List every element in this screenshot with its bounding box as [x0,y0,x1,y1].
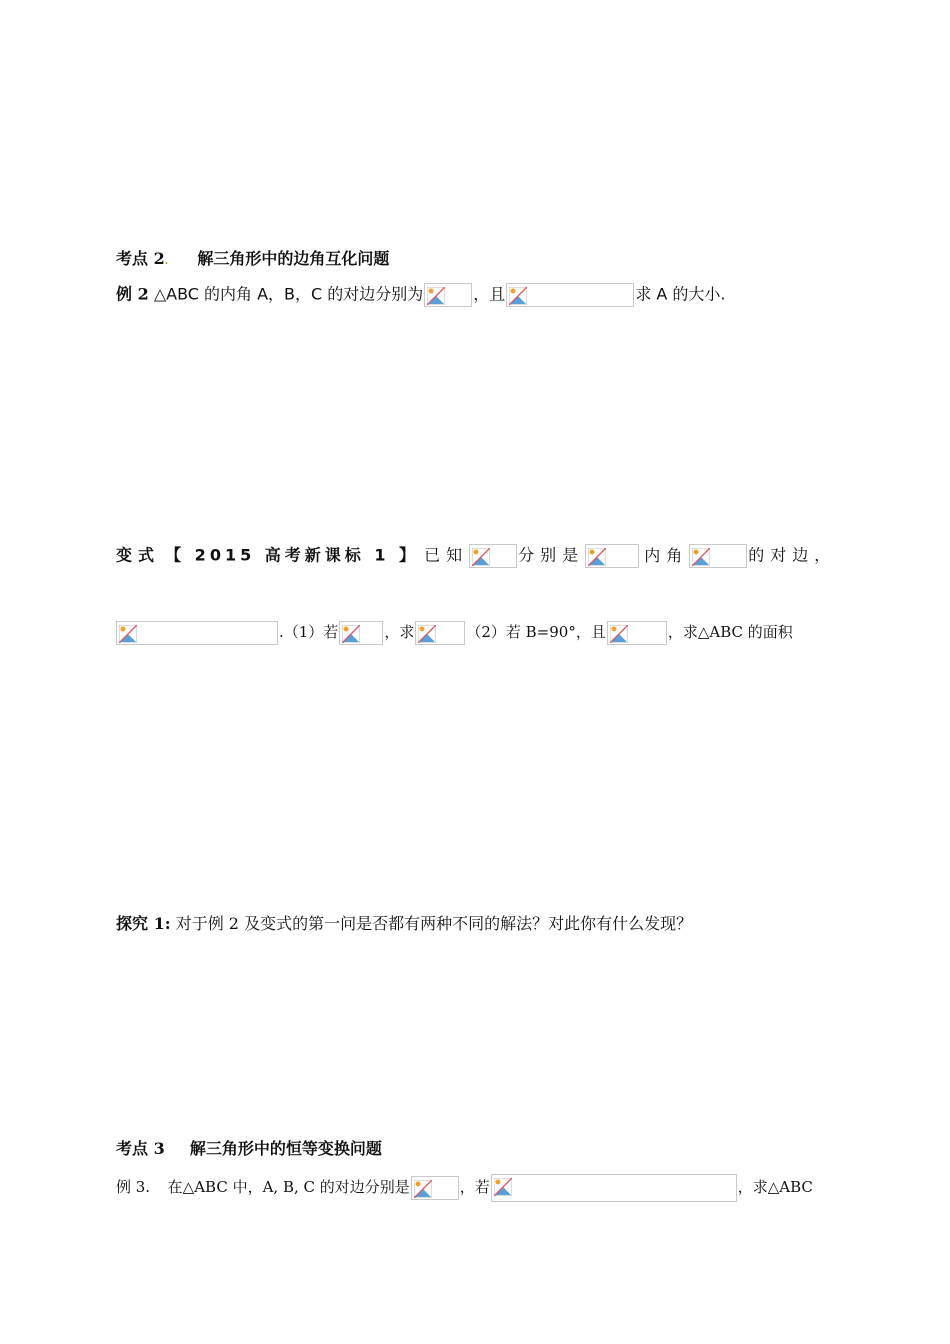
broken-image-icon [418,625,436,643]
broken-image-icon [494,1178,512,1196]
example-text: ，若 [459,1178,490,1196]
section-title: 解三角形中的边角互化问题 [197,249,390,268]
broken-image-icon [692,548,710,566]
example-label: 例 2 [116,284,149,304]
variant-label: 变式 [116,545,161,565]
broken-image-icon [119,625,137,643]
example-text: ，且 [473,284,506,304]
variant-line-2 [116,621,793,645]
variant-text: .（1）若 [279,623,339,641]
section-label: 考点 2 [116,249,165,268]
example-text: ，求△ABC [737,1178,813,1196]
section-heading-3 [116,1138,382,1160]
broken-image-icon [414,1180,432,1198]
variant-text: （2）若 B=90°，且 [466,623,606,641]
example-text: 在△ABC 中，A, B, C 的对边分别是 [167,1178,410,1196]
variant-text: 内角 [644,545,689,565]
formula-image [506,283,634,307]
example-3 [116,1174,813,1202]
section-title: 解三角形中的恒等变换问题 [189,1139,382,1158]
formula-image [689,544,747,568]
formula-image [607,621,667,645]
formula-image [411,1176,459,1200]
broken-image-icon [610,625,628,643]
formula-image [585,544,639,568]
broken-image-icon [342,625,360,643]
broken-image-icon [509,287,527,305]
formula-image [469,544,517,568]
explore-label: 探究 1: [116,914,171,933]
section-label: 考点 3 [116,1139,165,1158]
variant-text: ，求 [384,623,415,641]
variant-text: 已知 [424,545,469,565]
formula-image [424,283,472,307]
example-2 [116,283,726,307]
section-heading-2 [116,248,389,273]
variant-source: 【 2015 高考新课标 1 】 [165,545,420,565]
variant-text: ，求△ABC 的面积 [667,623,793,641]
variant-line-1 [116,544,836,568]
example-text: △ABC 的内角 A，B，C 的对边分别为 [153,284,424,304]
example-label: 例 3. [116,1178,151,1196]
example-text: 求 A 的大小. [635,284,726,304]
explore-text: 对于例 2 及变式的第一问是否都有两种不同的解法？对此你有什么发现？ [175,914,693,933]
explore-1 [116,913,692,935]
formula-image [491,1174,737,1202]
broken-image-icon [588,548,606,566]
variant-text: 的对边， [748,545,837,565]
formula-image [415,621,465,645]
formula-image [116,621,278,645]
broken-image-icon [472,548,490,566]
broken-image-icon [427,287,445,305]
variant-text: 分别是 [518,545,585,565]
formula-image [339,621,383,645]
section-dot: . [164,256,169,267]
